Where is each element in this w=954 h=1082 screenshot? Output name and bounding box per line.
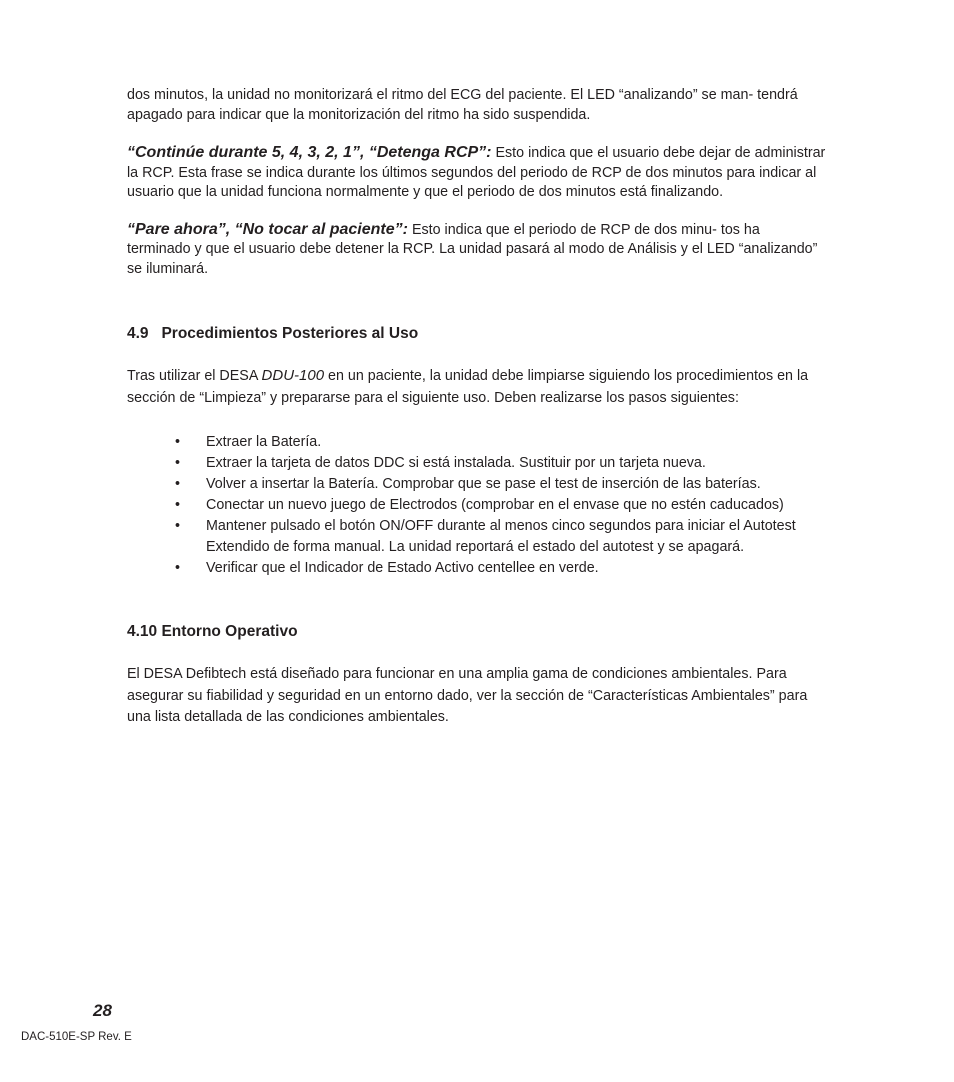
list-item-text: Extraer la tarjeta de datos DDC si está instalada. Sustituir por un tarjeta nueva. xyxy=(206,455,706,471)
prompt-description: Esto indica que el periodo de RCP de dos minu- tos ha terminado y que el usuario debe detener la RCP. La unidad pasará al modo de Análisis y el LED “analizando” se iluminará. xyxy=(127,221,818,277)
product-name: DDU-100 xyxy=(261,367,325,384)
list-item xyxy=(127,474,827,495)
bullet-icon: • xyxy=(175,455,181,471)
paragraph-continue-prompt xyxy=(127,143,827,203)
operating-environment-text: El DESA Defibtech está diseñado para funcionar en una amplia gama de condiciones ambientales. Para asegurar su fiabilidad y seguridad en un entorno dado, ver la sección de “Características Ambientales” para una lista detallada de las condiciones ambientales. xyxy=(127,666,808,725)
page-content xyxy=(127,86,827,729)
intro-text: en un paciente, la unidad debe limpiarse siguiendo los procedimientos en la sección de “Limpieza” y prepararse para el siguiente uso. Deben realizarse los pasos siguientes: xyxy=(127,368,809,406)
list-item-text: Volver a insertar la Batería. Comprobar que se pase el test de inserción de las baterías. xyxy=(206,476,761,492)
list-item xyxy=(127,516,827,558)
prompt-description: Esto indica que el usuario debe dejar de administrar la RCP. Esta frase se indica durante los últimos segundos del periodo de RCP de dos minutos para indicar al usuario que la unidad funciona normalmente y que el periodo de dos minutos está finalizando. xyxy=(127,145,826,200)
bullet-icon: • xyxy=(175,497,181,513)
paragraph-stop-prompt xyxy=(127,220,827,280)
list-item-text: Verificar que el Indicador de Estado Activo centellee en verde. xyxy=(206,560,599,576)
bullet-icon: • xyxy=(175,560,181,576)
list-item-text: Conectar un nuevo juego de Electrodos (comprobar en el envase que no estén caducados) xyxy=(206,497,784,513)
section-heading-4-10: 4.10 Entorno Operativo xyxy=(127,623,298,640)
section-heading-4-9: 4.9 Procedimientos Posteriores al Uso xyxy=(127,325,419,342)
document-reference: DAC-510E-SP Rev. E xyxy=(21,1031,132,1043)
page-number: 28 xyxy=(93,1001,112,1020)
list-item xyxy=(127,495,827,516)
list-item xyxy=(127,558,827,579)
bullet-icon: • xyxy=(175,518,181,534)
prompt-label: “Continúe durante 5, 4, 3, 2, 1”, “Detenga RCP”: xyxy=(127,144,492,161)
bullet-icon: • xyxy=(175,476,181,492)
list-item-text: Mantener pulsado el botón ON/OFF durante al menos cinco segundos para iniciar el Autotest Extendido de forma manual. La unidad reportará el estado del autotest y se apagará. xyxy=(206,518,796,555)
list-item-text: Extraer la Batería. xyxy=(206,434,322,450)
paragraph-continuation: dos minutos, la unidad no monitorizará el ritmo del ECG del paciente. El LED “analizando” se man- tendrá apagado para indicar que la monitorización del ritmo ha sido suspendida. xyxy=(127,87,798,123)
prompt-label: “Pare ahora”, “No tocar al paciente”: xyxy=(127,220,408,238)
post-use-intro xyxy=(127,365,827,409)
list-item xyxy=(127,453,827,474)
list-item xyxy=(127,432,827,453)
post-use-steps-list xyxy=(127,432,827,579)
bullet-icon: • xyxy=(175,434,181,450)
intro-text: Tras utilizar el DESA xyxy=(127,368,262,384)
